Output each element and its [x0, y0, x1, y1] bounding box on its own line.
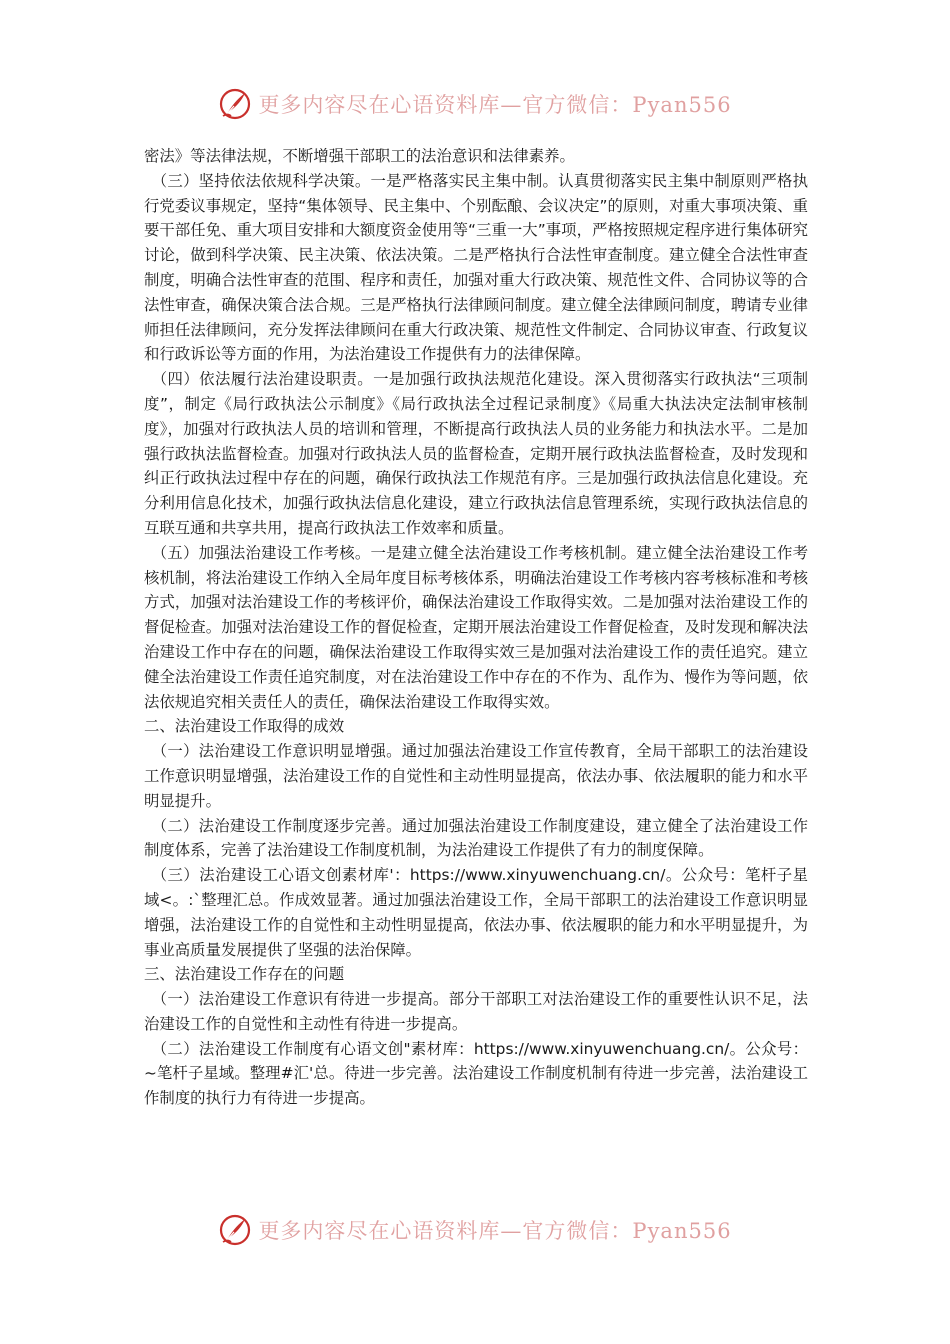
document-body — [144, 144, 808, 1111]
paragraph: （一）法治建设工作意识有待进一步提高。部分干部职工对法治建设工作的重要性认识不足，法治建设工作的自觉性和主动性有待进一步提高。 — [144, 990, 808, 1033]
section-heading: 三、法治建设工作存在的问题 — [144, 965, 345, 984]
paragraph: （三）法治建设工心语文创素材库'：https://www.xinyuwenchuang.cn/。公众号：笔杆子星域<。:`整理汇总。作成效显著。通过加强法治建设工作，全局干部职工的法治建设工作意识明显增强，法治建设工作的自觉性和主动性明显提高，依法办事、依法履职的能力和水平明显提升，为事业高质量发展提供了坚强的法治保障。 — [144, 866, 808, 959]
paragraph: （一）法治建设工作意识明显增强。通过加强法治建设工作宣传教育，全局干部职工的法治建设工作意识明显增强，法治建设工作的自觉性和主动性明显提高，依法办事、依法履职的能力和水平明显提升。 — [144, 742, 808, 810]
section-heading: 二、法治建设工作取得的成效 — [144, 717, 345, 736]
footer-watermark — [0, 1208, 950, 1252]
feather-pen-icon — [218, 87, 252, 121]
paragraph: 密法》等法律法规，不断增强干部职工的法治意识和法律素养。 — [144, 147, 575, 165]
paragraph: （四）依法履行法治建设职责。一是加强行政执法规范化建设。深入贯彻落实行政执法“三项制度”，制定《局行政执法公示制度》《局行政执法全过程记录制度》《局重大执法决定法制审核制度》，加强对行政执法人员的培训和管理，不断提高行政执法人员的业务能力和执法水平。二是加强行政执法监督检查。加强对行政执法人员的监督检查，定期开展行政执法监督检查，及时发现和纠正行政执法过程中存在的问题，确保行政执法工作规范有序。三是加强行政执法信息化建设。充分利用信息化技术，加强行政执法信息化建设，建立行政执法信息管理系统，实现行政执法信息的互联互通和共享共用，提高行政执法工作效率和质量。 — [144, 370, 808, 537]
banner-text: 更多内容尽在心语资料库—官方微信：Pyan556 — [258, 1219, 732, 1243]
paragraph: （五）加强法治建设工作考核。一是建立健全法治建设工作考核机制。建立健全法治建设工作考核机制，将法治建设工作纳入全局年度目标考核体系，明确法治建设工作考核内容考核标准和考核方式，加强对法治建设工作的考核评价，确保法治建设工作取得实效。二是加强对法治建设工作的督促检查。加强对法治建设工作的督促检查，定期开展法治建设工作督促检查，及时发现和解决法治建设工作中存在的问题，确保法治建设工作取得实效三是加强对法治建设工作的责任追究。建立健全法治建设工作责任追究制度，对在法治建设工作中存在的不作为、乱作为、慢作为等问题，依法依规追究相关责任人的责任，确保法治建设工作取得实效。 — [144, 543, 808, 711]
feather-pen-icon — [218, 1213, 252, 1247]
paragraph: （二）法治建设工作制度逐步完善。通过加强法治建设工作制度建设，建立健全了法治建设工作制度体系，完善了法治建设工作制度机制，为法治建设工作提供了有力的制度保障。 — [144, 816, 808, 860]
paragraph: （二）法治建设工作制度有心语文创"素材库：https://www.xinyuwenchuang.cn/。公众号：~笔杆子星域。整理#汇'总。待进一步完善。法治建设工作制度机制有待进一步完善，法治建设工作制度的执行力有待进一步提高。 — [144, 1039, 808, 1108]
header-watermark — [0, 82, 950, 126]
paragraph: （三）坚持依法依规科学决策。一是严格落实民主集中制。认真贯彻落实民主集中制原则严格执行党委议事规定，坚持“集体领导、民主集中、个别酝酿、会议决定”的原则，对重大事项决策、重要干部任免、重大项目安排和大额度资金使用等“三重一大”事项，严格按照规定程序进行集体研究讨论，做到科学决策、民主决策、依法决策。二是严格执行合法性审查制度。建立健全合法性审查制度，明确合法性审查的范围、程序和责任，加强对重大行政决策、规范性文件、合同协议等的合法性审查，确保决策合法合规。三是严格执行法律顾问制度。建立健全法律顾问制度，聘请专业律师担任法律顾问，充分发挥法律顾问在重大行政决策、规范性文件制定、合同协议审查、行政复议和行政诉讼等方面的作用，为法治建设工作提供有力的法律保障。 — [144, 171, 808, 364]
banner-text: 更多内容尽在心语资料库—官方微信：Pyan556 — [258, 93, 732, 117]
